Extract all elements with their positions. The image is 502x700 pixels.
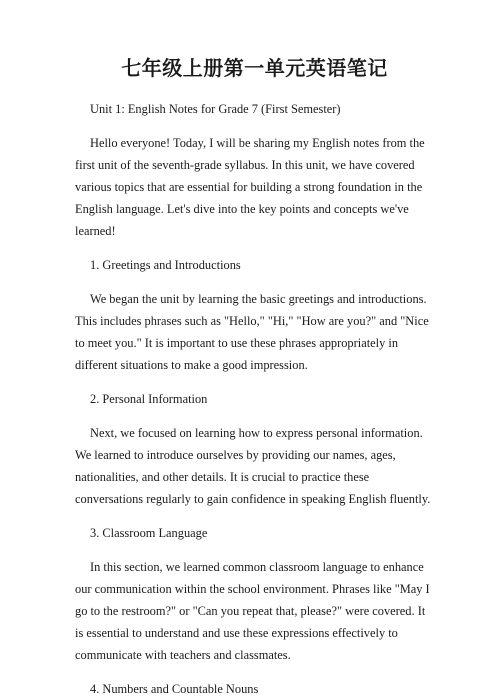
section-heading-classroom-language: 3. Classroom Language [90,526,208,540]
section-body-personal-information: Next, we focused on learning how to express personal information. We learned to introduce ourselves by providing our names, ages, nationalities, and other details. It is crucial to practice these conversations regularly to gain confidence in speaking English fluently. [75,426,431,506]
document-title: 七年级上册第一单元英语笔记 [121,56,388,80]
intro-paragraph: Hello everyone! Today, I will be sharing my English notes from the first unit of the seventh-grade syllabus. In this unit, we have covered various topics that are essential for building a strong foundation in the English language. Let's dive into the key points and concepts we've learned! [75,136,425,238]
section-heading-greetings: 1. Greetings and Introductions [90,258,241,272]
section-body-classroom-language: In this section, we learned common classroom language to enhance our communication within the school environment. Phrases like "May I go to the restroom?" or "Can you repeat that, please?" were covered. It is essential to understand and use these expressions effectively to communicate with teachers and classmates. [75,560,430,662]
section-heading-numbers: 4. Numbers and Countable Nouns [90,682,259,696]
section-heading-personal-information: 2. Personal Information [90,392,208,406]
document-subtitle: Unit 1: English Notes for Grade 7 (First Semester) [90,102,341,116]
section-body-greetings: We began the unit by learning the basic greetings and introductions. This includes phrases such as "Hello," "Hi," "How are you?" and "Nice to meet you." It is important to use these phrases appropriately in different situations to make a good impression. [75,292,429,372]
